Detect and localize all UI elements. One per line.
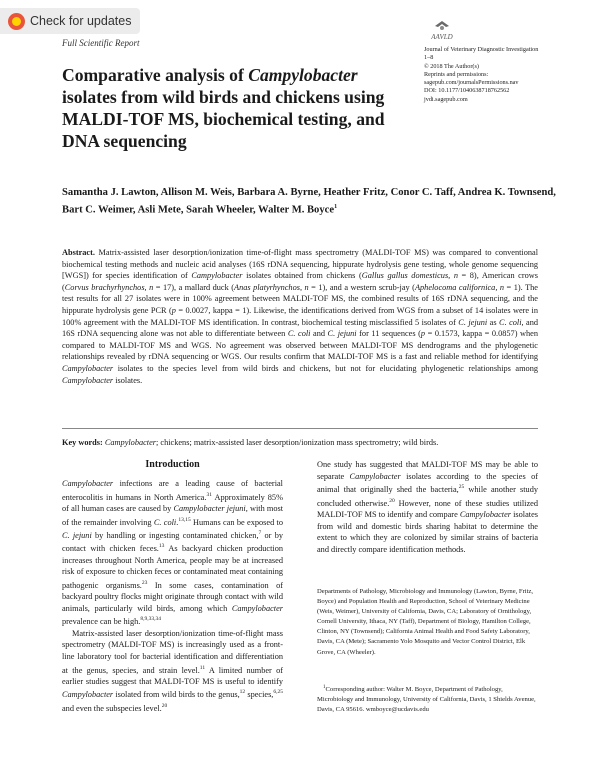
journal-meta — [424, 46, 574, 104]
journal-logo — [424, 20, 460, 42]
keywords-label: Key words: — [62, 438, 103, 447]
body-column-left — [62, 478, 283, 714]
citation-superscript: 6,25 — [273, 689, 284, 696]
paragraph: One study has suggested that MALDI-TOF MS may be able to separate Campylobacter isolates according to the species of animal that originally shed the bacteria,$^{25}$ while another study concluded otherwise.$^{20}$ However, none of these studies utilized MALDI-TOF MS to identify and compare Campylobacter isolates from wild and domestic birds sharing habitat to determine the extent to which they are colonized by similar strains of bacteria and directly compare identification methods. — [317, 460, 539, 554]
citation-superscript: 20 — [389, 497, 395, 504]
permissions-link[interactable]: sagepub.com/journalsPermissions.nav — [424, 79, 519, 87]
abstract-label: Abstract. — [62, 248, 95, 257]
citation-superscript: 31 — [206, 491, 212, 498]
affiliations: Departments of Pathology, Microbiology and Immunology (Lawton, Byrne, Fritz, Boyce) and Population Health and Reproduction, School of Veterinary Medicine (Weis, Weimer), University of California, Davis, CA; Laboratory of Ornithology, Cornell University, Ithaca, NY (Taff), Department of Biology, Hamilton College, Clinton, NY (Townsend); California Animal Health and Food Safety Laboratory, Davis, CA (Mete); Sacramento Yolo Mosquito and Vector Control District, Elk Grove, CA (Wheeler). — [317, 588, 534, 656]
citation-superscript: 13,15 — [178, 516, 191, 523]
reprints-label: Reprints and permissions: — [424, 70, 489, 78]
divider — [62, 428, 538, 429]
abstract: Abstract. Matrix-assisted laser desorption/ionization time-of-flight mass spectrometry (MALDI-TOF MS) was compared to conventional biochemical testing methods and nucleic acid analyses (16S rDNA sequencing, hippurate hydrolysis gene testing, whole genome sequencing [WGS]) for species identification of Campylobacter isolates obtained from chickens (Gallus gallus domesticus, n = 8), American crows (Corvus brachyrhynchos, n = 17), a mallard duck (Anas platyrhynchos, n = 1), and a western scrub-jay (Aphelocoma californica, n = 1). The test results for all 27 isolates were in 100% agreement between MALDI-TOF MS, the combined results of 16S rDNA sequencing, and the hippurate hydrolysis gene PCR (p = 0.0027, kappa = 1). Likewise, the identifications derived from WGS from a subset of 14 isolates were in 100% agreement with the MALDI-TOF MS identification. In contrast, biochemical testing misclassified 5 isolates of C. jejuni as C. coli, and 16S rDNA sequencing alone was not able to differentiate between C. coli and C. jejuni for 11 sequences (p = 0.1573, kappa = 0.0857) when compared to MALDI-TOF MS and WGS. No agreement was observed between MALDI-TOF MS dendrograms and the phylogenetic relationships revealed by rDNA sequencing or WGS. Our results confirm that MALDI-TOF MS is a fast and reliable method for identifying Campylobacter isolates to the species level from wild birds and chickens, but not for elucidating phylogenetic relationships among Campylobacter isolates. — [62, 248, 539, 385]
citation-superscript: 1 — [334, 204, 338, 210]
copyright: © 2018 The Author(s) — [424, 62, 479, 70]
journal-url[interactable]: jvdi.sagepub.com — [424, 95, 468, 103]
citation-superscript: 11 — [199, 664, 206, 671]
logo-text: AAVLD — [431, 33, 453, 41]
doi[interactable]: DOI: 10.1177/1040638718762562 — [424, 87, 510, 95]
article-title: Comparative analysis of Campylobacter isolates from wild birds and chickens using MALDI-TOF MS, biochemical testing, and DNA sequencing — [62, 65, 385, 151]
corresponding-author: $^1$Corresponding author: Walter M. Boyce, Department of Pathology, Microbiology and Immunology, University of California, Davis, 1 Shields Avenue, Davis, CA 95616. wmboyce@ucdavis.edu — [317, 685, 536, 714]
citation-superscript: 7 — [258, 529, 262, 536]
body-column-right — [317, 459, 538, 555]
author-list: Samantha J. Lawton, Allison M. Weis, Barbara A. Byrne, Heather Fritz, Conor C. Taff, Andrea K. Townsend, Bart C. Weimer, Asli Mete, Sarah Wheeler, Walter M. Boyce$^1$ — [62, 187, 556, 216]
section-label: Full Scientific Report — [62, 38, 140, 48]
section-heading-introduction: Introduction — [145, 459, 200, 470]
citation-superscript: 12 — [239, 689, 246, 696]
check-for-updates-label: Check for updates — [30, 14, 132, 28]
citation-superscript: 20 — [161, 702, 168, 709]
page-range: 1–8 — [424, 54, 434, 62]
citation-superscript: 23 — [141, 579, 148, 586]
citation-superscript: 8,9,33,34 — [140, 616, 161, 623]
paragraph: Matrix-assisted laser desorption/ionization time-of-flight mass spectrometry (MALDI-TOF MS) is increasingly used as a front-line laboratory tool for bacterial identification and differentiation at the genus, species, and strain level.$^{11}$ A limited number of earlier studies suggest that MALDI-TOF MS is useful to identify Campylobacter isolated from wild birds to the genus,$^{12}$ species,$^{6,25}$ and even the subspecies level.$^{20}$ — [62, 628, 284, 713]
check-for-updates-button[interactable] — [0, 8, 140, 34]
citation-superscript: 1 — [323, 685, 326, 690]
keywords: Key words: Campylobacter; chickens; matrix-assisted laser desorption/ionization mass spectrometry; wild birds. — [62, 438, 439, 447]
paragraph: Campylobacter infections are a leading cause of bacterial enterocolitis in humans in North America.$^{31}$ Approximately 85% of all human cases are caused by Campylobacter jejuni, with most of the remainder involving C. coli.$^{13,15}$ Humans can be exposed to C. jejuni by handling or ingesting contaminated chicken,$^7$ or by contact with chicken feces.$^{13}$ As backyard chicken production increases throughout North America, people may be at increased risk of exposure to chicken feces or contaminated meat containing pathogenic organisms.$^{23}$ In some cases, contamination of backyard poultry flocks might originate through contact with wild animals, particularly wild birds, among which Campylobacter prevalence can be high.$^{8,9,33,34}$ — [62, 479, 284, 627]
crossmark-icon — [8, 13, 25, 30]
citation-superscript: 25 — [458, 484, 465, 491]
citation-superscript: 13 — [158, 543, 165, 550]
journal-name: Journal of Veterinary Diagnostic Investigation — [424, 46, 539, 53]
